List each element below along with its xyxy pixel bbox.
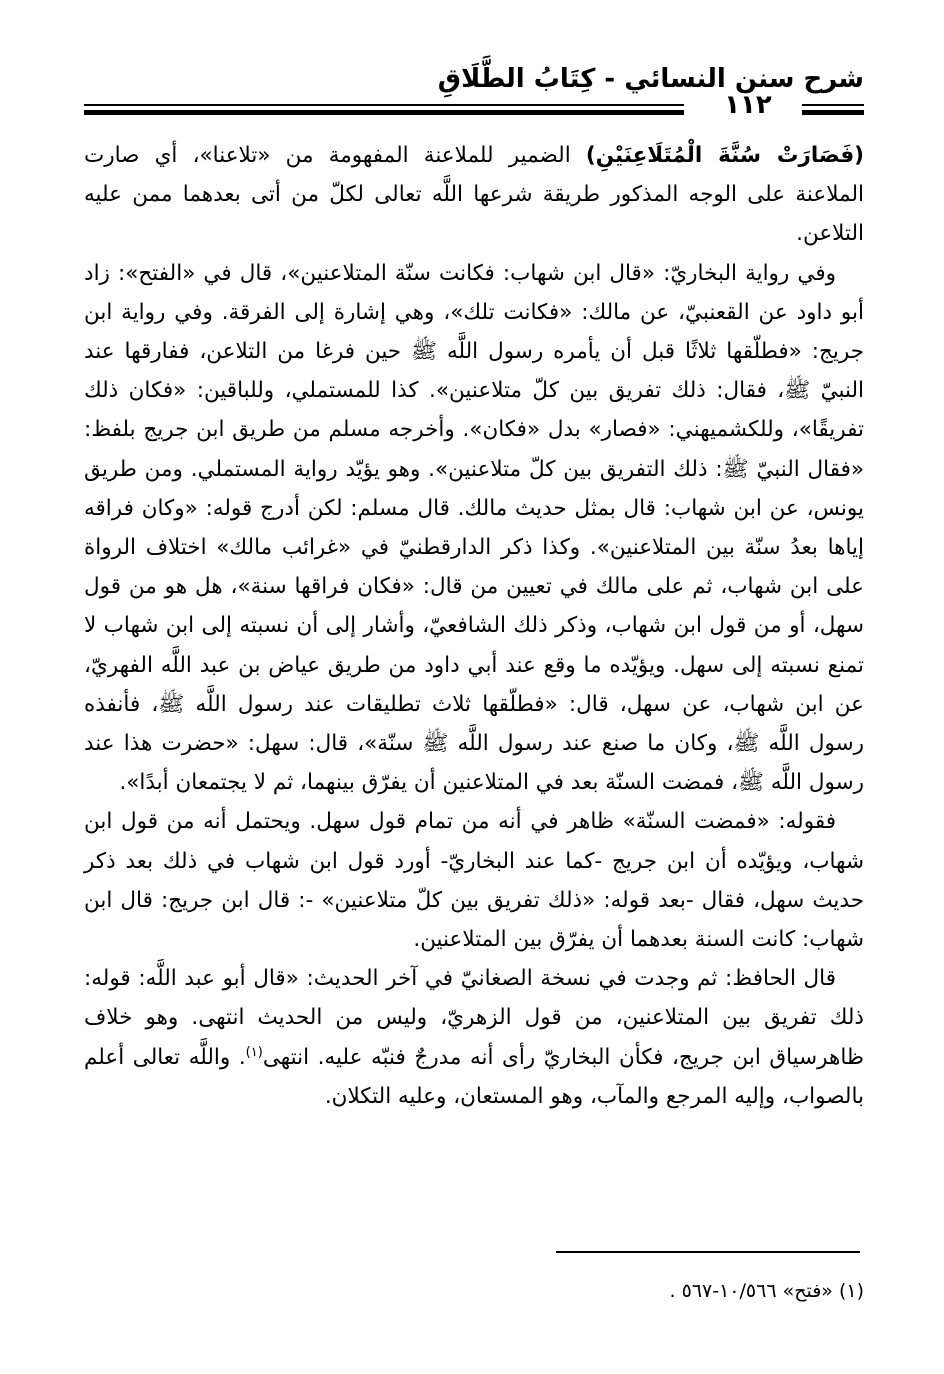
paragraph-4 [84, 959, 864, 1116]
paragraph-1-lead: (فَصَارَتْ سُنَّةَ الْمُتَلَاعِنَيْنِ) [585, 143, 864, 168]
paragraph-2: وفي رواية البخاريّ: «قال ابن شهاب: فكانت سنّة المتلاعنين»، قال في «الفتح»: زاد أبو داود عن القعنبيّ، عن مالك: «فكانت تلك»، وهي إشارة إلى الفرقة. وفي رواية ابن جريج: «فطلّقها ثلاثًا قبل أن يأمره رسول اللَّه ﷺ حين فرغا من التلاعن، ففارقها عند النبيّ ﷺ، فقال: ذلك تفريق بين كلّ متلاعنين». كذا للمستملي، وللباقين: «فكان ذلك تفريقًا»، وللكشميهني: «فصار» بدل «فكان». وأخرجه مسلم من طريق ابن جريج بلفظ: «فقال النبيّ ﷺ: ذلك التفريق بين كلّ متلاعنين». وهو يؤيّد رواية المستملي. ومن طريق يونس، عن ابن شهاب: قال بمثل حديث مالك. قال مسلم: لكن أدرج قوله: «وكان فراقه إياها بعدُ سنّة بين المتلاعنين». وكذا ذكر الدارقطنيّ في «غرائب مالك» اختلاف الرواة على ابن شهاب، ثم على مالك في تعيين من قال: «فكان فراقها سنة»، هل هو من قول سهل، أو من قول ابن شهاب، وذكر ذلك الشافعيّ، وأشار إلى أن نسبته إلى ابن شهاب لا تمنع نسبته إلى سهل. ويؤيّده ما وقع عند أبي داود من طريق عياض بن عبد اللَّه الفهريّ، عن ابن شهاب، عن سهل، قال: «فطلّقها ثلاث تطليقات عند رسول اللَّه ﷺ، فأنفذه رسول اللَّه ﷺ، وكان ما صنع عند رسول اللَّه ﷺ سنّة»، قال: سهل: «حضرت هذا عند رسول اللَّه ﷺ، فمضت السنّة بعد في المتلاعنين أن يفرّق بينهما، ثم لا يجتمعان أبدًا». [84, 260, 864, 796]
paragraph-4-text-a: قال الحافظ: ثم وجدت في نسخة الصغانيّ في آخر الحديث: «قال أبو عبد اللَّه: قوله: ذلك تفريق بين المتلاعنين، من قول الزهريّ، وليس من الحديث انتهى. وهو خلاف ظاهرسياق ابن جريج، فكأن البخاريّ رأى أنه مدرجٌ فنبّه عليه. انتهى [84, 966, 864, 1070]
header-rule-right-thick [802, 110, 864, 115]
paragraph-1-text: الضمير للملاعنة المفهومة من «تلاعنا»، أي صارت الملاعنة على الوجه المذكور طريقة شرعها اللَّه تعالى لكلّ من أتى بعدهما ممن عليه التلاعن. [84, 143, 864, 247]
header-rule-thick [84, 110, 684, 115]
header-rule-right-thin [802, 104, 864, 106]
header-rule-thin [84, 104, 684, 106]
footnote-divider [556, 1251, 860, 1253]
paragraph-4-text-b: . واللَّه تعالى أعلم بالصواب، وإليه المرجع والمآب، وهو المستعان، وعليه التكلان. [84, 1044, 864, 1109]
page-number: ١١٢ [724, 90, 772, 120]
footnote-marker[interactable]: (١) [245, 1044, 263, 1060]
paragraph-1 [84, 136, 864, 254]
paragraph-3: فقوله: «فمضت السنّة» ظاهر في أنه من تمام قول سهل. ويحتمل أنه من قول ابن شهاب، ويؤيّده أن ابن جريج -كما عند البخاريّ- أورد قول ابن شهاب في ذلك بعد ذكر حديث سهل، فقال -بعد قوله: «ذلك تفريق بين كلّ متلاعنين» -: قال ابن جريج: قال ابن شهاب: كانت السنة بعدهما أن يفرّق بين المتلاعنين. [84, 809, 864, 953]
footnote: (١) «فتح» ١٠/٥٦٦-٥٦٧ . [669, 1280, 864, 1302]
running-title: شرح سنن النسائي - كِتَابُ الطَّلَاقِ [437, 64, 864, 94]
body-text [84, 136, 864, 1116]
page-header [84, 60, 864, 124]
